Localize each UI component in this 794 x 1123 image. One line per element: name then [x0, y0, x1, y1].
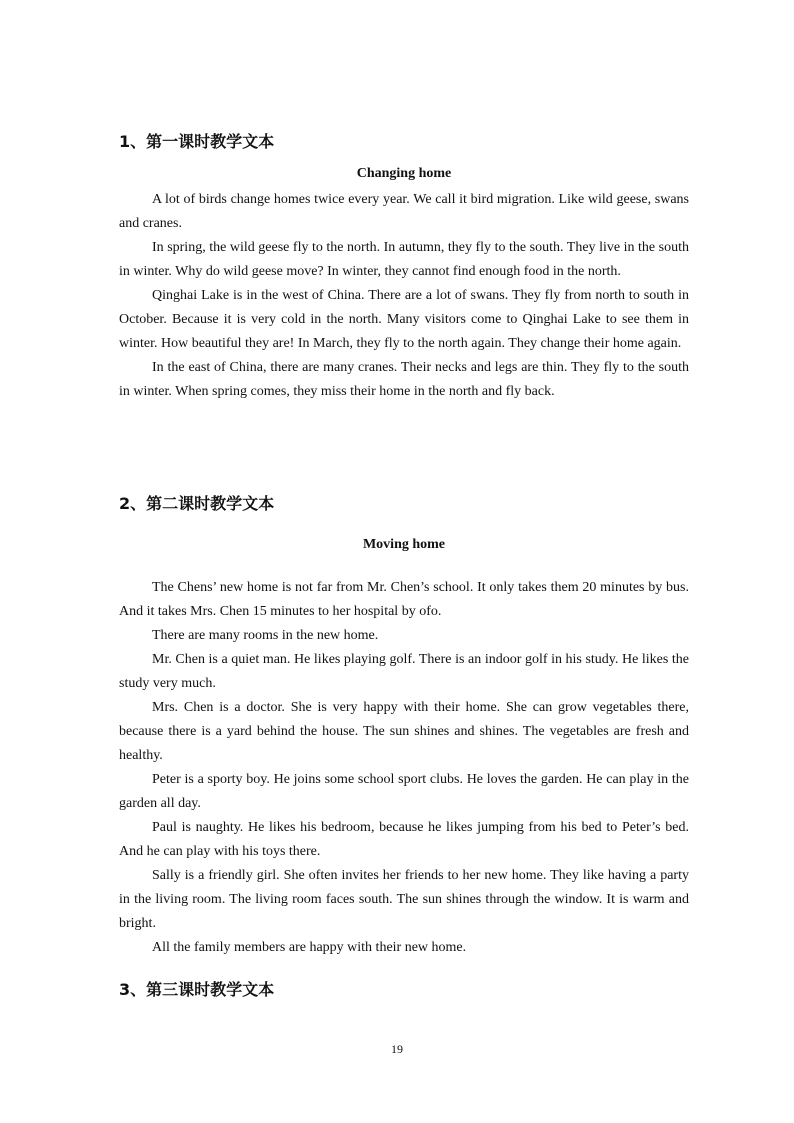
section-2-body — [119, 576, 689, 960]
paragraph: Paul is naughty. He likes his bedroom, because he likes jumping from his bed to Peter’s bed. And he can play with his toys there. — [119, 820, 689, 859]
section-2-heading: 2、第二课时教学文本 — [119, 494, 275, 513]
paragraph: Qinghai Lake is in the west of China. There are a lot of swans. They fly from north to south in October. Because it is very cold in the north. Many visitors come to Qinghai Lake to see them in winter. How beautiful they are! In March, they fly to the north again. They change their home again. — [119, 288, 689, 351]
paragraph: There are many rooms in the new home. — [152, 628, 379, 643]
section-1-title: Changing home — [356, 166, 452, 181]
section-2-title: Moving home — [362, 537, 446, 552]
paragraph: In the east of China, there are many cranes. Their necks and legs are thin. They fly to the south in winter. When spring comes, they miss their home in the north and fly back. — [119, 360, 689, 399]
paragraph: A lot of birds change homes twice every year. We call it bird migration. Like wild geese, swans and cranes. — [119, 192, 689, 231]
section-1-heading: 1、第一课时教学文本 — [119, 132, 275, 151]
section-1-body — [119, 188, 689, 404]
paragraph: Sally is a friendly girl. She often invites her friends to her new home. They like having a party in the living room. The living room faces south. The sun shines through the window. It is warm and bright. — [119, 868, 689, 931]
section-3-heading: 3、第三课时教学文本 — [119, 980, 275, 999]
paragraph: The Chens’ new home is not far from Mr. Chen’s school. It only takes them 20 minutes by bus. And it takes Mrs. Chen 15 minutes to her hospital by ofo. — [119, 580, 689, 619]
paragraph: Mrs. Chen is a doctor. She is very happy with their home. She can grow vegetables there, because there is a yard behind the house. The sun shines and shines. The vegetables are fresh and healthy. — [119, 700, 689, 763]
paragraph: Peter is a sporty boy. He joins some school sport clubs. He loves the garden. He can play in the garden all day. — [119, 772, 689, 811]
paragraph: Mr. Chen is a quiet man. He likes playing golf. There is an indoor golf in his study. He likes the study very much. — [119, 652, 689, 691]
paragraph: All the family members are happy with their new home. — [152, 940, 467, 955]
paragraph: In spring, the wild geese fly to the north. In autumn, they fly to the south. They live in the south in winter. Why do wild geese move? In winter, they cannot find enough food in the north. — [119, 240, 689, 279]
page-number: 19 — [391, 1042, 403, 1056]
